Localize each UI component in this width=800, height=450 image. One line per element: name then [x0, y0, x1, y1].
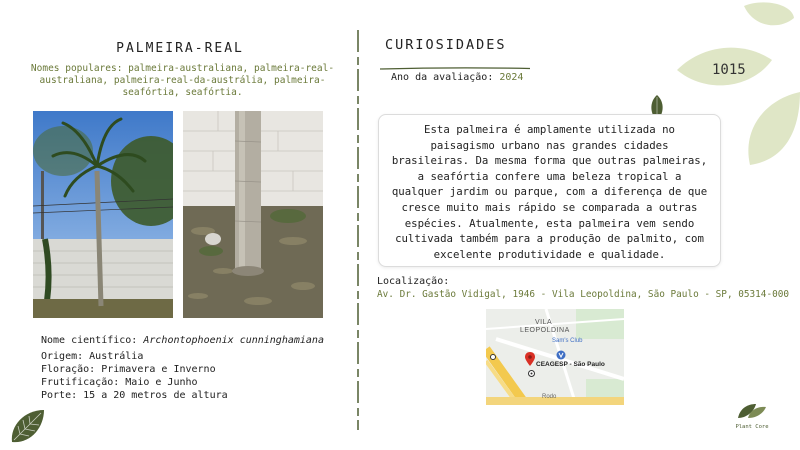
evaluation-label: Ano da avaliação:	[391, 72, 500, 83]
map-pin-label: CEAGESP - São Paulo	[536, 361, 605, 368]
brand-name: Plant Core	[735, 424, 769, 430]
palm-trunk-photo	[183, 111, 323, 318]
location-address[interactable]: Av. Dr. Gastão Vidigal, 1946 - Vila Leopoldina, São Paulo - SP, 05314-000	[377, 289, 790, 300]
map-road-label: Rodo	[542, 394, 557, 400]
brand-logo	[730, 402, 774, 431]
plant-id-number: 1015	[712, 62, 746, 78]
popular-names: Nomes populares: palmeira-australiana, palmeira-real-australiana, palmeira-real-da-austrália, palmeira-seafórtia, seafórtia.	[30, 63, 335, 98]
map-target-icon	[528, 362, 535, 381]
plant-title: PALMEIRA-REAL	[116, 41, 244, 56]
curiosities-text: Esta palmeira é amplamente utilizada no paisagismo urbano nas grandes cidades brasileiras. Da mesma forma que outras palmeiras, a seafórtia confere uma beleza tropical a qualquer jardim ou parque, com a diferença de que cresce muito mais rápido se comparada a outras espécies. Atualmente, esta palmeira vem sendo cultivada também para a produção de palmito, com excelente produtividade e qualidade.	[391, 123, 708, 261]
curiosities-title: CURIOSIDADES	[385, 37, 507, 53]
scientific-label: Nome científico:	[41, 335, 144, 346]
evaluation-year	[391, 72, 523, 83]
scientific-name-line	[41, 334, 324, 348]
location-map[interactable]	[486, 309, 624, 405]
map-store-label: Sam's Club	[552, 338, 583, 344]
map-district-2: LEOPOLDINA	[520, 327, 570, 334]
scientific-name: Archontophoenix cunninghamiana	[143, 335, 324, 346]
fruiting-line: Frutificação: Maio e Junho	[41, 377, 198, 388]
column-divider	[357, 30, 359, 430]
map-district-1: VILA	[535, 319, 553, 326]
leaf-decoration-icon	[8, 406, 48, 450]
size-line: Porte: 15 a 20 metros de altura	[41, 390, 228, 401]
evaluation-year-value: 2024	[499, 72, 524, 83]
origin-line: Origem: Austrália	[41, 351, 144, 362]
brand-leaves-icon	[736, 402, 768, 420]
flowering-line: Floração: Primavera e Inverno	[41, 364, 216, 375]
curiosities-box	[378, 114, 721, 267]
location-label: Localização:	[377, 276, 450, 287]
palm-tree-photo	[33, 111, 173, 318]
